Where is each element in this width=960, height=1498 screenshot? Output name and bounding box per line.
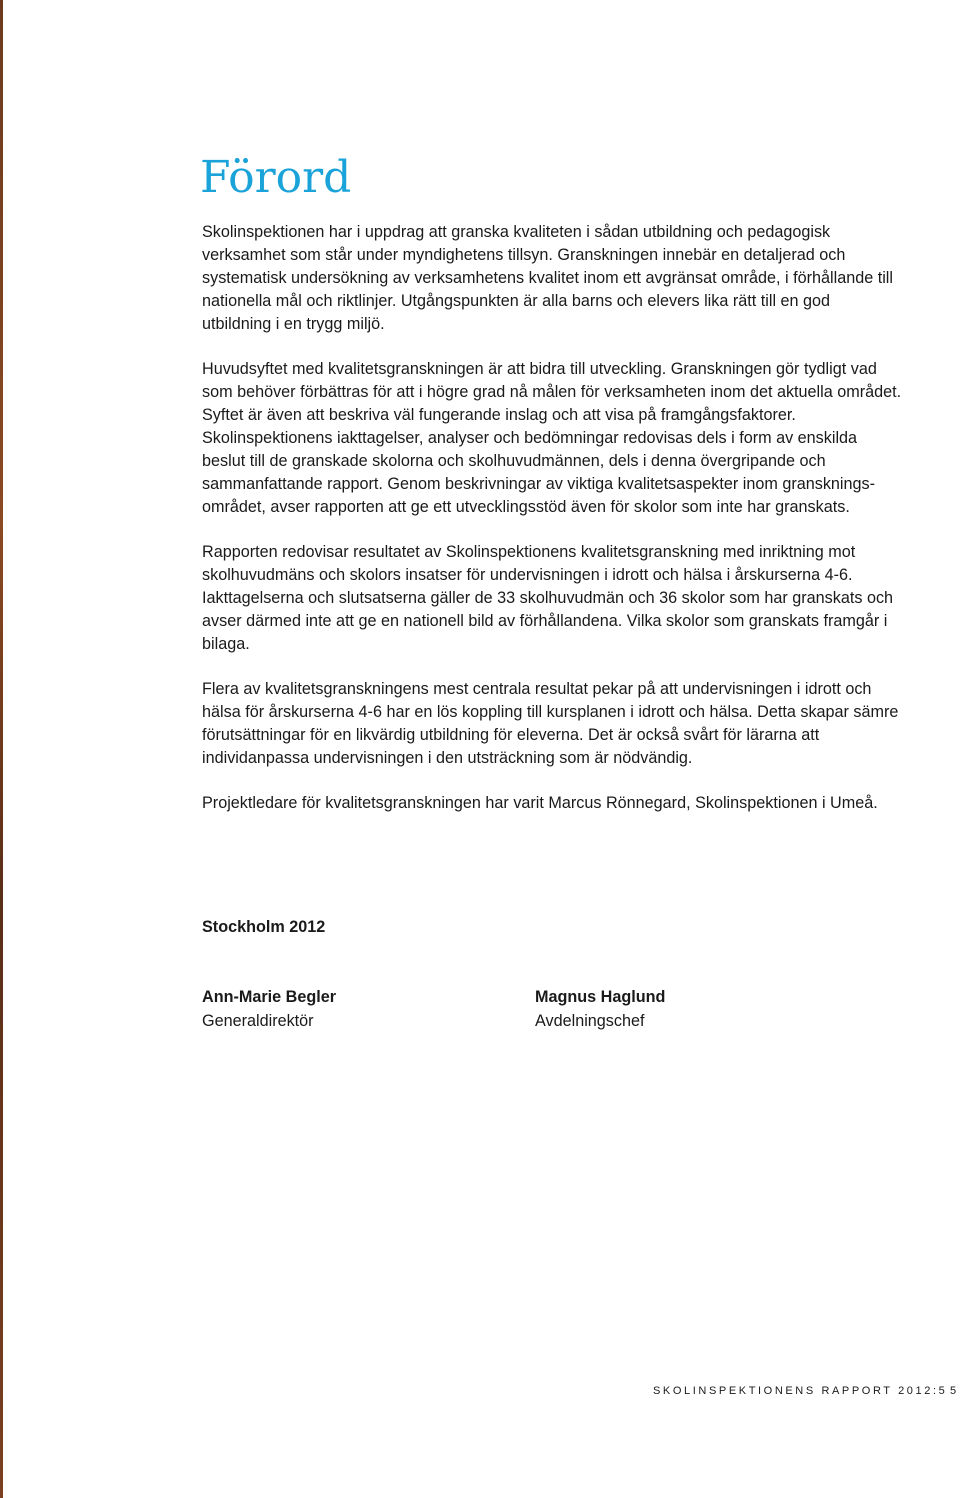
paragraph-purpose: Huvudsyftet med kvalitetsgranskningen är att bidra till utveckling. Granskningen gör tydligt vad som behöver förbättras för att i högre grad nå målen för verksamheten inom det aktuella området. Syftet är även att beskriva väl fungerande inslag och att visa på framgångsfaktorer. Skolinspektionens iakttagelser, analyser och bedömningar redovisas dels i form av enskilda beslut till de granskade skolorna och skolhuvudmännen, dels i denna övergripande och sammanfattande rapport. Genom beskrivningar av viktiga kvalitetsaspekter inom granskningsområdet, avser rapporten att ge ett utvecklingsstöd även för skolor som inte har granskats.: [202, 360, 902, 516]
paragraph-results: Flera av kvalitetsgranskningens mest centrala resultat pekar på att undervisningen i idrott och hälsa för årskurserna 4-6 har en lös koppling till kursplanen i idrott och hälsa. Detta skapar sämre förutsättningar för en likvärdig utbildning för eleverna. Det är också svårt för lärarna att individanpassa undervisningen i den utsträckning som är nödvändig.: [202, 680, 899, 767]
footer-page-number: 5: [950, 1385, 959, 1397]
signature-role: Avdelningschef: [535, 1012, 645, 1030]
paragraph-intro: Skolinspektionen har i uppdrag att granska kvaliteten i sådan utbildning och pedagogisk verksamhet som står under myndighetens tillsyn. Granskningen innebär en detaljerad och systematisk undersökning av verksamhetens kvalitet inom ett avgränsat område, i förhållande till nationella mål och riktlinjer. Utgångspunkten är alla barns och elevers lika rätt till en god utbildning i en trygg miljö.: [202, 223, 893, 333]
signature-role: Generaldirektör: [202, 1012, 314, 1030]
signature-block-1: [202, 986, 336, 1033]
signature-name: Ann-Marie Begler: [202, 988, 337, 1006]
paragraph-report-scope: Rapporten redovisar resultatet av Skolinspektionens kvalitetsgranskning med inriktning mot skolhuvudmäns och skolors insatser för undervisningen i idrott och hälsa i årskurserna 4-6. Iakttagelserna och slutsatserna gäller de 33 skolhuvudmän och 36 skolor som har granskats och avser därmed inte att ge en nationell bild av förhållandena. Vilka skolor som granskats framgår i bilaga.: [202, 543, 894, 653]
page-title: Förord: [200, 152, 352, 203]
foreword-body: [202, 221, 902, 815]
place-date: Stockholm 2012: [202, 918, 326, 936]
page-edge: [0, 0, 3, 1498]
footer-report-title: SKOLINSPEKTIONENS RAPPORT 2012:5: [653, 1385, 948, 1397]
signature-name: Magnus Haglund: [535, 988, 666, 1006]
signature-block-2: [535, 986, 665, 1033]
paragraph-project-lead: Projektledare för kvalitetsgranskningen har varit Marcus Rönnegard, Skolinspektionen i Umeå.: [202, 794, 878, 812]
